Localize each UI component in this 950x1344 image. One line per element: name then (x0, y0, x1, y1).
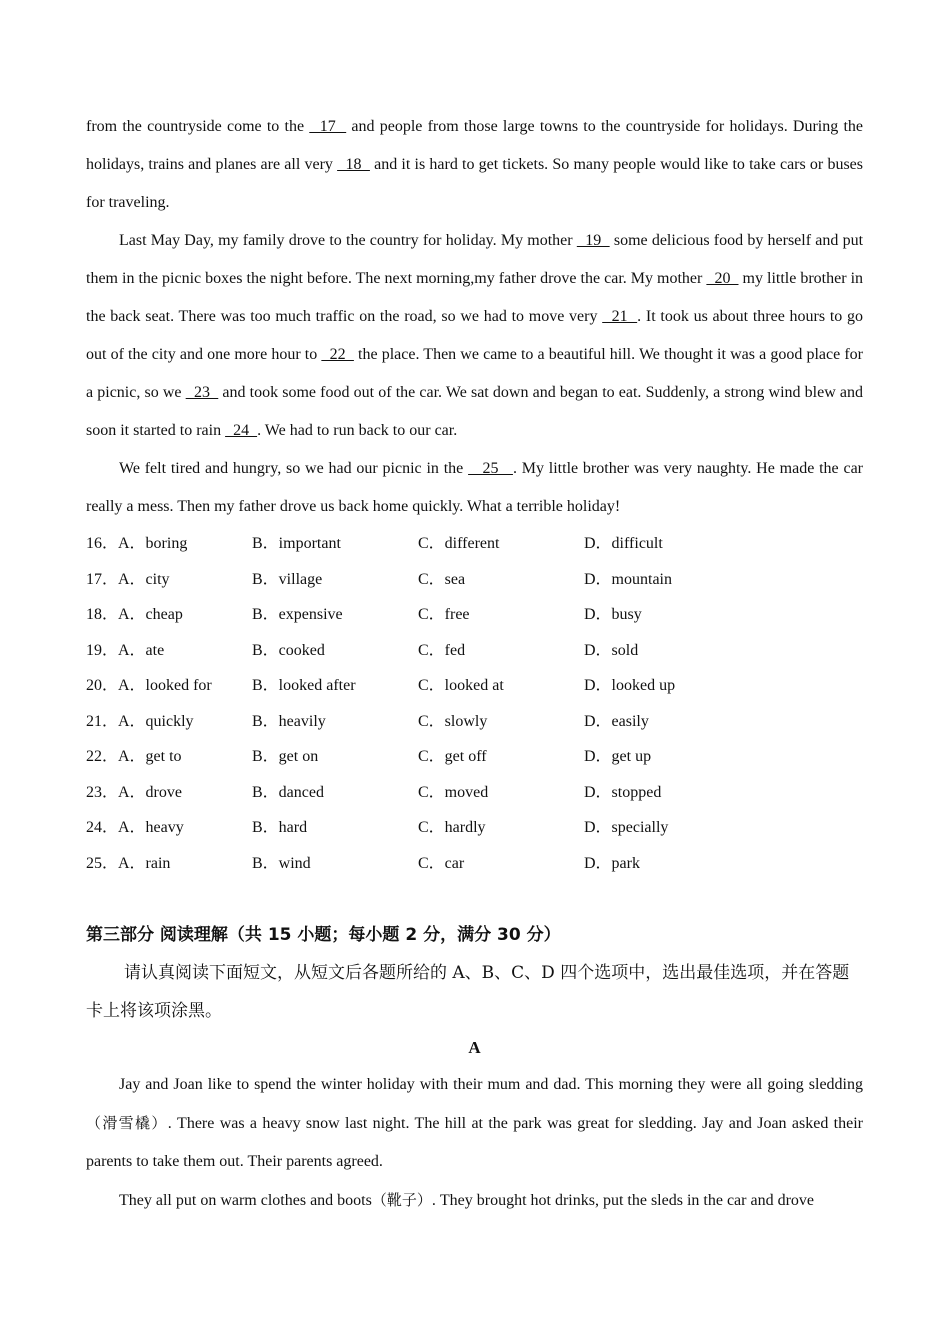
option-b: B．looked after (252, 677, 356, 694)
blank-20: 20 (706, 270, 739, 287)
question-row (86, 562, 863, 598)
option-c: C．hardly (418, 819, 486, 836)
passage-paragraph-1 (86, 1066, 863, 1181)
option-b: B．expensive (252, 606, 343, 623)
question-row (86, 597, 863, 633)
option-c: C．moved (418, 783, 489, 801)
blank-17: 17 (309, 118, 347, 135)
gloss: （滑雪橇） (86, 1114, 168, 1132)
option-b: B．get on (252, 748, 319, 765)
text: Jay and Joan like to spend the winter holiday with their mum and dad. This morning they were all going sledding (119, 1076, 863, 1093)
blank-23: 23 (185, 384, 219, 401)
blank-19: 19 (576, 232, 610, 249)
blank-22: 22 (321, 346, 354, 363)
cloze-paragraph-1 (86, 108, 863, 222)
cloze-paragraph-2 (86, 222, 863, 450)
question-options-list (86, 526, 863, 881)
blank-21: 21 (602, 308, 638, 325)
option-a: 17．A．city (86, 570, 170, 588)
option-c: C．looked at (418, 677, 504, 694)
blank-25: 25 (468, 460, 513, 477)
text: . They brought hot drinks, put the sleds in the car and drove (431, 1192, 814, 1209)
option-a: 22．A．get to (86, 748, 182, 765)
option-d: D．busy (584, 606, 642, 623)
option-a: 21．A．quickly (86, 712, 194, 730)
option-a: 23．A．drove (86, 783, 182, 801)
option-d: D．mountain (584, 570, 672, 588)
option-c: C．slowly (418, 712, 488, 730)
option-d: D．specially (584, 819, 669, 836)
option-a: 19．A．ate (86, 641, 165, 659)
text: . There was a heavy snow last night. The hill at the park was great for sledding. Jay and Joan asked their parents to take them out. Their parents agreed. (86, 1115, 863, 1170)
option-b: B．hard (252, 819, 308, 836)
text: some delicious food by herself and put them in the picnic boxes the night before. The next morning,my father drove the car. My mother (86, 232, 864, 287)
option-b: B．wind (252, 854, 311, 872)
text: . It took us about three hours to go out of the city and one more hour to (86, 308, 864, 363)
section-instruction: 请认真阅读下面短文，从短文后各题所给的 A、B、C、D 四个选项中，选出最佳选项，并在答题卡上将该项涂黑。 (86, 963, 850, 1021)
text: my little brother in the back seat. There was too much traffic on the road, so we had to move very (86, 270, 864, 325)
text: and people from those large towns to the countryside for holidays. During the holidays, trains and planes are all very (86, 118, 864, 173)
question-row (86, 633, 863, 669)
option-d: D．get up (584, 748, 652, 765)
option-d: D．easily (584, 712, 649, 730)
option-d: D．stopped (584, 783, 662, 801)
option-a: 25．A．rain (86, 854, 171, 872)
text: the place. Then we came to a beautiful hill. We thought it was a good place for a picnic, so we (86, 346, 863, 401)
question-row (86, 739, 863, 775)
question-row (86, 846, 863, 882)
passage-paragraph-2 (86, 1181, 863, 1220)
text: and it is hard to get tickets. So many people would like to take cars or buses for traveling. (86, 156, 864, 211)
cloze-paragraph-3 (86, 450, 863, 526)
option-a: 24．A．heavy (86, 819, 184, 836)
text: . My little brother was very naughty. He made the car really a mess. Then my father drove us back home quickly. What a terrible holiday! (86, 460, 863, 515)
question-row (86, 668, 863, 704)
option-c: C．sea (418, 570, 466, 588)
gloss: （靴子） (371, 1191, 432, 1209)
option-c: C．different (418, 535, 500, 552)
option-c: C．car (418, 854, 465, 872)
option-d: D．park (584, 854, 640, 872)
section-title: 第三部分 阅读理解（共 15 小题；每小题 2 分，满分 30 分） (86, 925, 561, 945)
option-c: C．get off (418, 748, 487, 765)
blank-24: 24 (225, 422, 258, 439)
option-a: 18．A．cheap (86, 606, 183, 623)
question-row (86, 775, 863, 811)
option-c: C．free (418, 606, 470, 623)
option-d: D．difficult (584, 535, 663, 552)
question-row (86, 704, 863, 740)
text: . We had to run back to our car. (257, 422, 458, 439)
option-b: B．danced (252, 783, 324, 801)
option-d: D．sold (584, 641, 639, 659)
blank-18: 18 (337, 156, 370, 173)
option-c: C．fed (418, 641, 466, 659)
text: and took some food out of the car. We sat down and began to eat. Suddenly, a strong wind blew and soon it started to rain (86, 384, 864, 439)
option-b: B．village (252, 570, 323, 588)
option-a: 16．A．boring (86, 535, 188, 552)
option-b: B．important (252, 535, 341, 552)
option-b: B．cooked (252, 641, 325, 659)
option-b: B．heavily (252, 712, 326, 730)
text: They all put on warm clothes and boots (119, 1192, 372, 1209)
option-d: D．looked up (584, 677, 676, 694)
text: Last May Day, my family drove to the country for holiday. My mother (119, 232, 577, 249)
question-row (86, 526, 863, 562)
option-a: 20．A．looked for (86, 677, 212, 694)
question-row (86, 810, 863, 846)
text: We felt tired and hungry, so we had our picnic in the (119, 460, 469, 477)
text: from the countryside come to the (86, 118, 310, 135)
passage-heading: A (468, 1038, 481, 1057)
document-page (86, 108, 863, 1220)
